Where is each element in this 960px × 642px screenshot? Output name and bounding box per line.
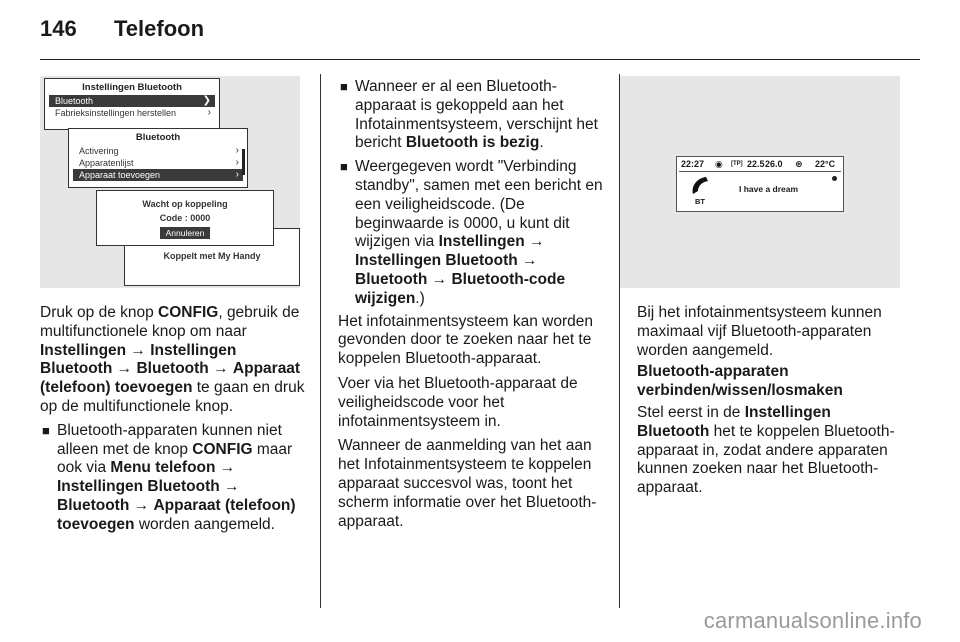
- column-1: [40, 304, 308, 539]
- watermark: carmanualsonline.info: [703, 608, 922, 633]
- song-title: I have a dream: [739, 184, 799, 194]
- screen-title: Instellingen Bluetooth: [82, 82, 182, 93]
- paragraph: Stel eerst in de Instellingen Bluetooth het te koppelen Bluetooth-apparaat in, zodat andere apparaten kunnen zoeken naar het Bluetooth-apparaat.: [637, 403, 895, 497]
- chevron-right-icon: ›: [235, 169, 239, 180]
- clock: 22:27: [681, 159, 705, 169]
- tp-indicator: [TP]: [731, 161, 743, 167]
- screen-wacht-op-koppeling: [96, 190, 274, 246]
- record-icon: [832, 176, 837, 181]
- screen-title: Bluetooth: [135, 132, 181, 143]
- settings-icon: ◉: [715, 159, 723, 169]
- menu-item-bluetooth: Bluetooth ❯: [49, 95, 215, 107]
- screen-bluetooth: [68, 128, 248, 188]
- paragraph: Voer via het Bluetooth-apparaat de veiligheidscode voor het infotainmentsysteem in.: [338, 374, 578, 430]
- bt-label: BT: [695, 197, 705, 206]
- menu-item-fabrieksinstellingen: Fabrieksinstellingen herstellen ›: [55, 107, 211, 118]
- menu-item-apparaat-toevoegen: Apparaat toevoegen ›: [73, 169, 243, 181]
- header-rule: [40, 59, 920, 60]
- pairing-message: Koppelt met My Handy: [163, 251, 261, 261]
- chevron-right-icon: ›: [235, 145, 239, 156]
- column-3: [637, 304, 903, 501]
- figure-info-display: [620, 76, 900, 288]
- page-number: 146: [40, 16, 77, 41]
- screen-instellingen-bluetooth: [44, 78, 220, 130]
- section-heading: Bluetooth-apparaten verbinden/wissen/losmaken: [637, 363, 843, 400]
- cancel-button: Annuleren: [160, 227, 210, 239]
- display-screen: [676, 156, 844, 212]
- waiting-message: Wacht op koppeling: [142, 199, 228, 209]
- bullet-square-icon: ■: [340, 159, 348, 175]
- page-header: [40, 16, 920, 52]
- bullet-square-icon: ■: [340, 79, 348, 94]
- bullet-item: ■ Wanneer er al een Bluetooth-apparaat is gekoppeld aan het Infotainmentsysteem, verschijnt het bericht Bluetooth is bezig.: [340, 78, 598, 152]
- menu-item-apparatenlijst: Apparatenlijst ›: [79, 157, 239, 168]
- status-bar: [679, 158, 841, 172]
- scrollbar: [242, 149, 245, 175]
- temp-mid: 26.0: [765, 159, 783, 169]
- paragraph: Wanneer de aanmelding van het aan het Infotainmentsysteem te koppelen apparaat succesvol was, toont het scherm informatie over het Bluetooth-apparaat.: [338, 437, 597, 530]
- fan-icon: ⊛: [795, 159, 803, 169]
- column-divider-1: [320, 74, 321, 608]
- paragraph: Het infotainmentsysteem kan worden gevonden door te zoeken naar het te koppelen Bluetooth-apparaat.: [338, 312, 594, 368]
- page-title: Telefoon: [114, 16, 205, 41]
- pairing-code: Code : 0000: [159, 213, 211, 223]
- temp-right: 22°C: [815, 159, 836, 169]
- figure-bluetooth-menu: [40, 76, 300, 288]
- paragraph-instruction: Druk op de knop CONFIG, gebruik de multifunctionele knop om naar Instellingen → Instellingen Bluetooth → Bluetooth → Apparaat (telefoon) toevoegen te gaan en druk op de multifunctionele knop.: [40, 304, 305, 415]
- temp-left: 22.5: [747, 159, 765, 169]
- bullet-square-icon: ■: [42, 422, 50, 438]
- menu-item-activering: Activering ›: [79, 145, 239, 156]
- bullet-item: ■ Bluetooth-apparaten kunnen niet alleen met de knop CONFIG maar ook via Menu telefoon → Instellingen Bluetooth → Bluetooth → Apparaat (telefoon) toevoegen worden aangemeld.: [42, 421, 296, 533]
- paragraph: Bij het infotainmentsysteem kunnen maximaal vijf Bluetooth-apparaten worden aangemeld.: [637, 304, 882, 359]
- bullet-item: ■ Weergegeven wordt "Verbinding standby", samen met een bericht en een veiligheidscode. (De beginwaarde is 0000, u kunt dit wijzigen via Instellingen → Instellingen Bluetooth → Bluetooth → Bluetooth-code wijzigen.): [340, 158, 603, 307]
- column-2: [338, 78, 604, 534]
- chevron-right-icon: ❯: [202, 95, 211, 106]
- phone-icon: [689, 174, 715, 198]
- chevron-right-icon: ›: [235, 157, 239, 168]
- chevron-right-icon: ›: [207, 107, 211, 118]
